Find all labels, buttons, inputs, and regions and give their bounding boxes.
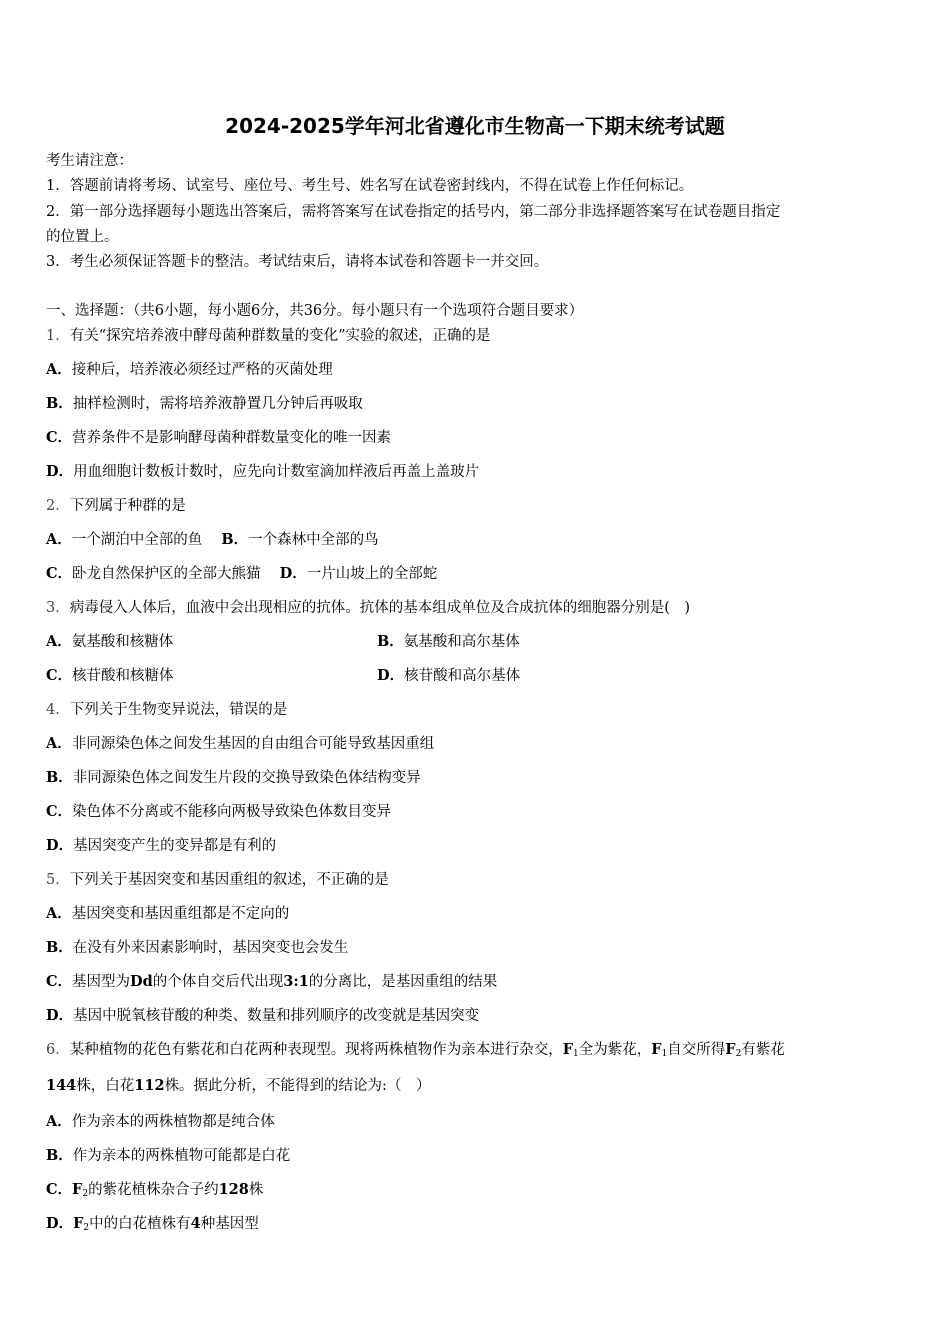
question-text: 有关“探究培养液中酵母菌种群数量的变化”实验的叙述，正确的是	[69, 328, 491, 344]
option-5b	[46, 937, 348, 959]
generation-label: F	[725, 1041, 736, 1058]
generation-subscript: 2	[82, 1189, 89, 1199]
option-6b	[46, 1145, 290, 1167]
option-text: 接种后，培养液必须经过严格的灭菌处理	[71, 362, 333, 378]
option-text: 种基因型	[200, 1216, 259, 1232]
notice-item-2: 2．第一部分选择题每小题选出答案后，需将答案写在试卷指定的括号内，第二部分非选择题答案写在试卷题目指定	[46, 204, 781, 220]
notice-item-2-cont: 的位置上。	[46, 229, 119, 245]
option-text: 基因突变和基因重组都是不定向的	[71, 906, 290, 922]
count-text: 144	[46, 1077, 77, 1094]
question-4-stem	[46, 699, 287, 721]
question-text: 有紫花	[741, 1042, 785, 1058]
option-letter: C．	[46, 973, 73, 990]
option-text: 在没有外来因素影响时，基因突变也会发生	[72, 940, 349, 956]
option-text: 一片山坡上的全部蛇	[306, 566, 438, 582]
option-letter: B．	[377, 633, 404, 650]
option-letter: A．	[46, 735, 72, 752]
option-text: 染色体不分离或不能移向两极导致染色体数目变异	[72, 804, 392, 820]
option-text: 的紫花植株杂合子约	[88, 1182, 219, 1198]
page-title: 2024-2025学年河北省遵化市生物高一下期末统考试题	[225, 114, 725, 138]
generation-subscript: 2	[83, 1223, 90, 1233]
option-text: 卧龙自然保护区的全部大熊猫	[72, 566, 261, 582]
option-letter: A．	[46, 531, 72, 548]
count-text: 4	[190, 1215, 201, 1232]
question-number: 3．	[46, 600, 70, 616]
option-letter: D．	[46, 837, 74, 854]
option-letter: C．	[46, 565, 73, 582]
option-letter: B．	[46, 395, 73, 412]
question-number: 2．	[46, 498, 70, 514]
option-text: 营养条件不是影响酵母菌种群数量变化的唯一因素	[72, 430, 392, 446]
option-letter: B．	[46, 939, 73, 956]
option-1a	[46, 359, 333, 381]
option-4d	[46, 835, 276, 857]
option-letter: A．	[46, 905, 72, 922]
option-text: 中的白花植株有	[89, 1216, 191, 1232]
option-text: 作为亲本的两株植物可能都是白花	[72, 1148, 291, 1164]
count-text: 128	[218, 1181, 249, 1198]
generation-subscript: 1	[573, 1049, 579, 1059]
option-3a	[46, 631, 173, 653]
section-heading: 一、选择题：（共6小题，每小题6分，共36分。每小题只有一个选项符合题目要求）	[46, 303, 584, 319]
option-letter: D．	[279, 565, 307, 582]
question-text: 全为紫花，	[578, 1042, 652, 1058]
option-text: 一个森林中全部的鸟	[248, 532, 379, 548]
option-letter: B．	[221, 531, 249, 548]
option-letter: D．	[46, 1215, 74, 1232]
question-text: 某种植物的花色有紫花和白花两种表现型。现将两株植物作为亲本进行杂交，	[69, 1042, 563, 1058]
question-6-stem-cont	[46, 1075, 430, 1097]
option-text: 的个体自交后代出现	[152, 974, 284, 990]
generation-label: F	[72, 1181, 83, 1198]
option-text: 氨基酸和核糖体	[71, 634, 174, 650]
option-letter: D．	[46, 1007, 74, 1024]
question-2-stem	[46, 495, 186, 517]
option-text: 抽样检测时，需将培养液静置几分钟后再吸取	[72, 396, 363, 412]
option-3c	[46, 665, 174, 687]
option-text: 株	[248, 1182, 264, 1198]
option-letter: B．	[46, 1147, 73, 1164]
option-text: 基因中脱氧核苷酸的种类、数量和排列顺序的改变就是基因突变	[73, 1008, 480, 1024]
question-5-stem	[46, 869, 389, 891]
notice-item-3: 3．考生必须保证答题卡的整洁。考试结束后，请将本试卷和答题卡一并交回。	[46, 254, 549, 270]
option-4a	[46, 733, 434, 755]
option-1c	[46, 427, 391, 449]
option-letter: A．	[46, 1113, 72, 1130]
question-text: 下列关于生物变异说法，错误的是	[69, 702, 288, 718]
question-number: 1．	[46, 328, 70, 344]
option-5d	[46, 1005, 479, 1027]
question-text: 病毒侵入人体后，血液中会出现相应的抗体。抗体的基本组成单位及合成抗体的细胞器分别是( )	[69, 600, 691, 616]
option-text: 用血细胞计数板计数时，应先向计数室滴加样液后再盖上盖玻片	[73, 464, 480, 480]
option-2ab	[46, 529, 379, 551]
generation-label: F	[651, 1041, 662, 1058]
option-letter: C．	[46, 1181, 73, 1198]
option-text: 非同源染色体之间发生片段的交换导致染色体结构变异	[72, 770, 421, 786]
option-text: 氨基酸和高尔基体	[403, 634, 520, 650]
question-text: 株。据此分析，不能得到的结论为:（ ）	[164, 1078, 431, 1094]
question-number: 4．	[46, 702, 70, 718]
option-text: 核苷酸和高尔基体	[404, 668, 521, 684]
question-text: 自交所得	[667, 1042, 726, 1058]
question-3-stem	[46, 597, 690, 619]
option-letter: C．	[46, 803, 73, 820]
option-1b	[46, 393, 363, 415]
question-number: 5．	[46, 872, 70, 888]
question-text: 株，白花	[76, 1078, 135, 1094]
question-number: 6．	[46, 1042, 70, 1058]
option-4c	[46, 801, 391, 823]
option-letter: A．	[46, 633, 72, 650]
generation-label: F	[73, 1215, 84, 1232]
notice-item-1: 1．答题前请将考场、试室号、座位号、考生号、姓名写在试卷密封线内，不得在试卷上作任何标记。	[46, 178, 694, 194]
option-text: 作为亲本的两株植物都是纯合体	[71, 1114, 275, 1130]
genotype-text: Dd	[130, 973, 153, 990]
count-text: 112	[134, 1077, 165, 1094]
option-letter: D．	[377, 667, 405, 684]
option-text: 基因型为	[72, 974, 131, 990]
option-1d	[46, 461, 479, 483]
option-6a	[46, 1111, 275, 1133]
option-text: 非同源染色体之间发生基因的自由组合可能导致基因重组	[71, 736, 435, 752]
option-letter: C．	[46, 429, 73, 446]
option-3b	[377, 631, 520, 653]
ratio-text: 3:1	[283, 973, 309, 990]
option-text: 基因突变产生的变异都是有利的	[73, 838, 277, 854]
question-text: 下列属于种群的是	[69, 498, 186, 514]
option-4b	[46, 767, 421, 789]
option-letter: D．	[46, 463, 74, 480]
option-6d	[46, 1213, 259, 1235]
option-text: 的分离比，是基因重组的结果	[308, 974, 498, 990]
generation-label: F	[562, 1041, 574, 1058]
option-6c	[46, 1179, 263, 1201]
notice-heading: 考生请注意：	[46, 153, 133, 169]
option-5c	[46, 971, 497, 993]
option-5a	[46, 903, 289, 925]
generation-subscript: 1	[661, 1049, 668, 1059]
option-3d	[377, 665, 520, 687]
option-2cd	[46, 563, 437, 585]
option-text: 一个湖泊中全部的鱼	[71, 532, 203, 548]
question-1-stem	[46, 325, 491, 347]
option-text: 核苷酸和核糖体	[72, 668, 174, 684]
option-letter: B．	[46, 769, 73, 786]
question-text: 下列关于基因突变和基因重组的叙述，不正确的是	[69, 872, 389, 888]
option-letter: A．	[46, 361, 72, 378]
option-letter: C．	[46, 667, 73, 684]
question-6-stem	[46, 1039, 785, 1061]
generation-subscript: 2	[735, 1049, 742, 1059]
